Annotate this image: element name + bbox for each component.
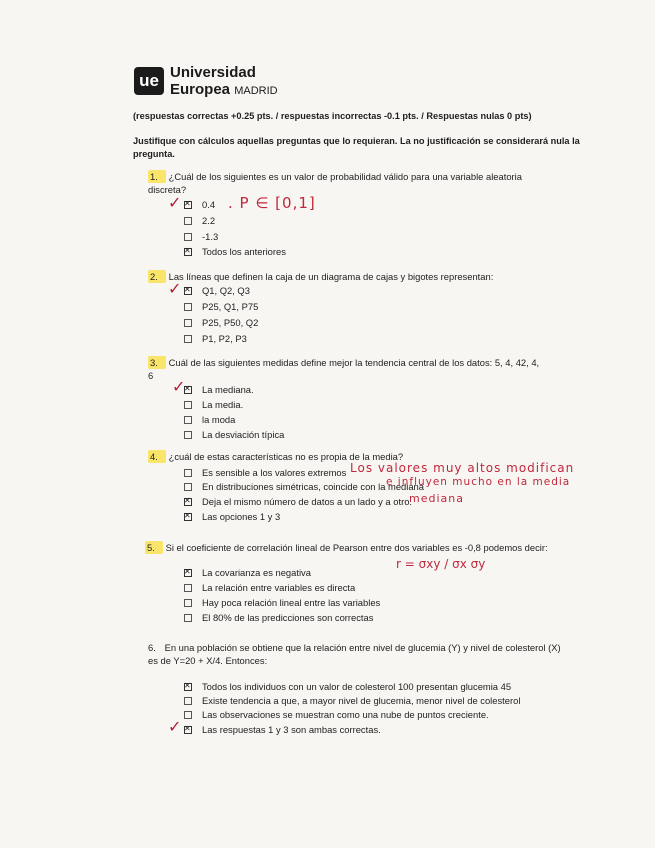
option-5-1[interactable]: ✕La covarianza es negativa [184,567,311,579]
logo-university: Universidad [170,64,256,81]
checkbox-icon[interactable] [184,217,192,225]
checkbox-checked-icon[interactable] [184,248,192,256]
option-4-4[interactable]: ✕Las opciones 1 y 3 [184,511,280,523]
option-3-1[interactable]: ✕ La mediana. [184,384,254,396]
checkbox-icon[interactable] [184,483,192,491]
option-6-2[interactable]: Existe tendencia a que, a mayor nivel de glucemia, menor nivel de colesterol [184,695,520,707]
question-text: Cuál de las siguientes medidas define mejor la tendencia central de los datos: 5, 4, 42, 4, 6 [148,357,540,381]
question-number: 4. [148,450,166,463]
option-1-2[interactable]: 2.2 [184,215,215,227]
logo-europea: Europea [170,81,231,98]
option-2-4[interactable]: P1, P2, P3 [184,333,247,345]
question-number: 2. [148,270,166,283]
option-5-3[interactable]: Hay poca relación lineal entre las variables [184,597,380,609]
option-2-3[interactable]: P25, P50, Q2 [184,317,258,329]
checkbox-checked-icon[interactable] [184,569,192,577]
checkbox-icon[interactable] [184,319,192,327]
handwritten-note: mediana [409,492,464,505]
question-text: ¿Cuál de los siguientes es un valor de probabilidad válido para una variable aleatoria discreta? [148,171,522,195]
option-6-4[interactable]: ✕ Las respuestas 1 y 3 son ambas correctas. [184,724,381,736]
question-text: Si el coeficiente de correlación lineal de Pearson entre dos variables es -0,8 podemos decir: [165,542,548,553]
question-text: ¿cuál de estas características no es propia de la media? [168,451,404,462]
handwritten-formula: r = σxy / σx σy [396,557,486,571]
checkbox-checked-icon[interactable] [184,726,192,734]
university-logo [134,64,278,98]
question-text: En una población se obtiene que la relación entre nivel de glucemia (Y) y nivel de colesterol (X) es de Y=20 + X/4. Entonces: [148,642,561,666]
handwritten-note: Los valores muy altos modifican [350,461,575,475]
question-2 [148,270,543,283]
question-5 [145,541,575,554]
checkbox-icon[interactable] [184,711,192,719]
checkbox-icon[interactable] [184,584,192,592]
checkbox-checked-icon[interactable] [184,513,192,521]
handwritten-note: e influyen mucho en la media [386,476,571,488]
instructions: Justifique con cálculos aquellas preguntas que lo requieran. La no justificación se considerará nula la pregunta. [133,136,580,159]
option-4-2[interactable]: En distribuciones simétricas, coincide con la mediana [184,481,424,493]
option-1-1[interactable]: ✕ 0.4 [184,199,215,211]
option-3-3[interactable]: la moda [184,414,235,426]
option-6-1[interactable]: ✕Todos los individuos con un valor de colesterol 100 presentan glucemia 45 [184,681,511,693]
check-mark-icon: ✓ [168,279,182,298]
checkbox-icon[interactable] [184,469,192,477]
checkbox-icon[interactable] [184,697,192,705]
checkbox-icon[interactable] [184,335,192,343]
check-mark-icon: ✓ [168,717,182,736]
checkbox-icon[interactable] [184,233,192,241]
checkbox-icon[interactable] [184,416,192,424]
option-3-4[interactable]: La desviación típica [184,429,284,441]
checkbox-checked-icon[interactable] [184,201,192,209]
question-1 [148,170,543,196]
option-2-1[interactable]: ✕ Q1, Q2, Q3 [184,285,250,297]
check-mark-icon: ✓ [168,193,182,212]
question-number: 3. [148,356,166,369]
option-6-3[interactable]: Las observaciones se muestran como una nube de puntos creciente. [184,709,489,721]
check-mark-icon: ✓ [172,377,186,396]
checkbox-checked-icon[interactable] [184,498,192,506]
handwritten-note: . P ∈ [0,1] [228,194,316,212]
option-1-3[interactable]: -1.3 [184,231,218,243]
question-6 [148,641,568,667]
question-number: 1. [148,170,166,183]
checkbox-checked-icon[interactable] [184,287,192,295]
logo-city: MADRID [234,85,278,97]
question-text: Las líneas que definen la caja de un diagrama de cajas y bigotes representan: [168,271,494,282]
question-3 [148,356,543,382]
option-5-2[interactable]: La relación entre variables es directa [184,582,355,594]
option-5-4[interactable]: El 80% de las predicciones son correctas [184,612,373,624]
option-4-3[interactable]: ✕Deja el mismo número de datos a un lado y a otro. [184,496,412,508]
checkbox-icon[interactable] [184,431,192,439]
question-number: 5. [145,541,163,554]
option-2-2[interactable]: P25, Q1, P75 [184,301,258,313]
scoring-rules: (respuestas correctas +0.25 pts. / respuestas incorrectas -0.1 pts. / Respuestas nulas 0 pts) [133,111,532,121]
option-1-4[interactable]: ✕Todos los anteriores [184,246,286,258]
checkbox-checked-icon[interactable] [184,386,192,394]
question-number: 6. [148,642,156,653]
checkbox-icon[interactable] [184,401,192,409]
logo-mark: ue [134,67,164,95]
option-3-2[interactable]: La media. [184,399,243,411]
checkbox-icon[interactable] [184,599,192,607]
checkbox-icon[interactable] [184,303,192,311]
checkbox-icon[interactable] [184,614,192,622]
option-4-1[interactable]: Es sensible a los valores extremos [184,467,346,479]
checkbox-checked-icon[interactable] [184,683,192,691]
